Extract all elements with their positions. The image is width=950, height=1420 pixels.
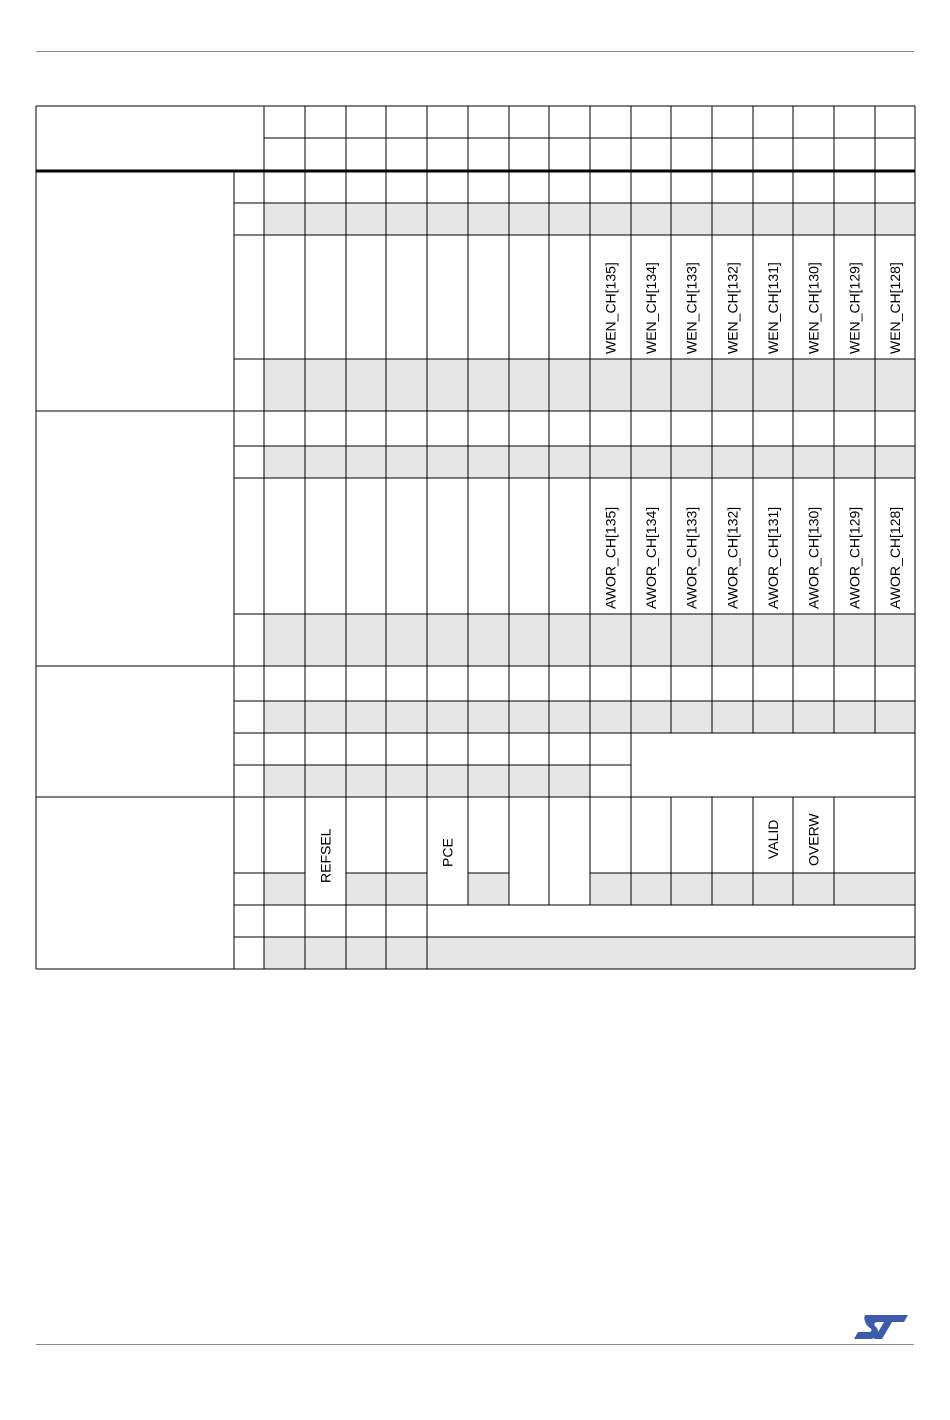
reset-shade-cell (264, 873, 305, 905)
field-label-wen-ch-130: WEN_CH[130] (805, 262, 822, 354)
field-label-overw: OVERW (805, 813, 822, 866)
field-label-awor-ch-134: AWOR_CH[134] (643, 506, 659, 609)
field-label-pce: PCE (439, 838, 456, 867)
field-label-awor-ch-129: AWOR_CH[129] (846, 506, 863, 609)
field-label-wen-ch-133: WEN_CH[133] (683, 262, 700, 354)
field-label-awor-ch-135: AWOR_CH[135] (602, 506, 619, 609)
field-label-wen-ch-134: WEN_CH[134] (643, 262, 659, 354)
reset-shade-cell (468, 873, 509, 905)
field-label-awor-ch-132: AWOR_CH[132] (724, 506, 741, 609)
field-label-valid: VALID (765, 819, 781, 859)
field-label-awor-ch-131: AWOR_CH[131] (765, 506, 781, 609)
field-label-wen-ch-135: WEN_CH[135] (602, 262, 619, 354)
field-label-wen-ch-132: WEN_CH[132] (724, 262, 741, 354)
field-label-awor-ch-133: AWOR_CH[133] (683, 506, 700, 609)
reset-shade-cell (264, 937, 915, 969)
field-label-wen-ch-129: WEN_CH[129] (846, 262, 863, 354)
field-label-awor-ch-128: AWOR_CH[128] (887, 506, 903, 609)
field-label-wen-ch-128: WEN_CH[128] (887, 262, 903, 354)
field-label-refsel: REFSEL (317, 828, 334, 883)
field-label-awor-ch-130: AWOR_CH[130] (805, 506, 822, 609)
field-label-wen-ch-131: WEN_CH[131] (765, 262, 781, 354)
st-logo (852, 1311, 910, 1343)
